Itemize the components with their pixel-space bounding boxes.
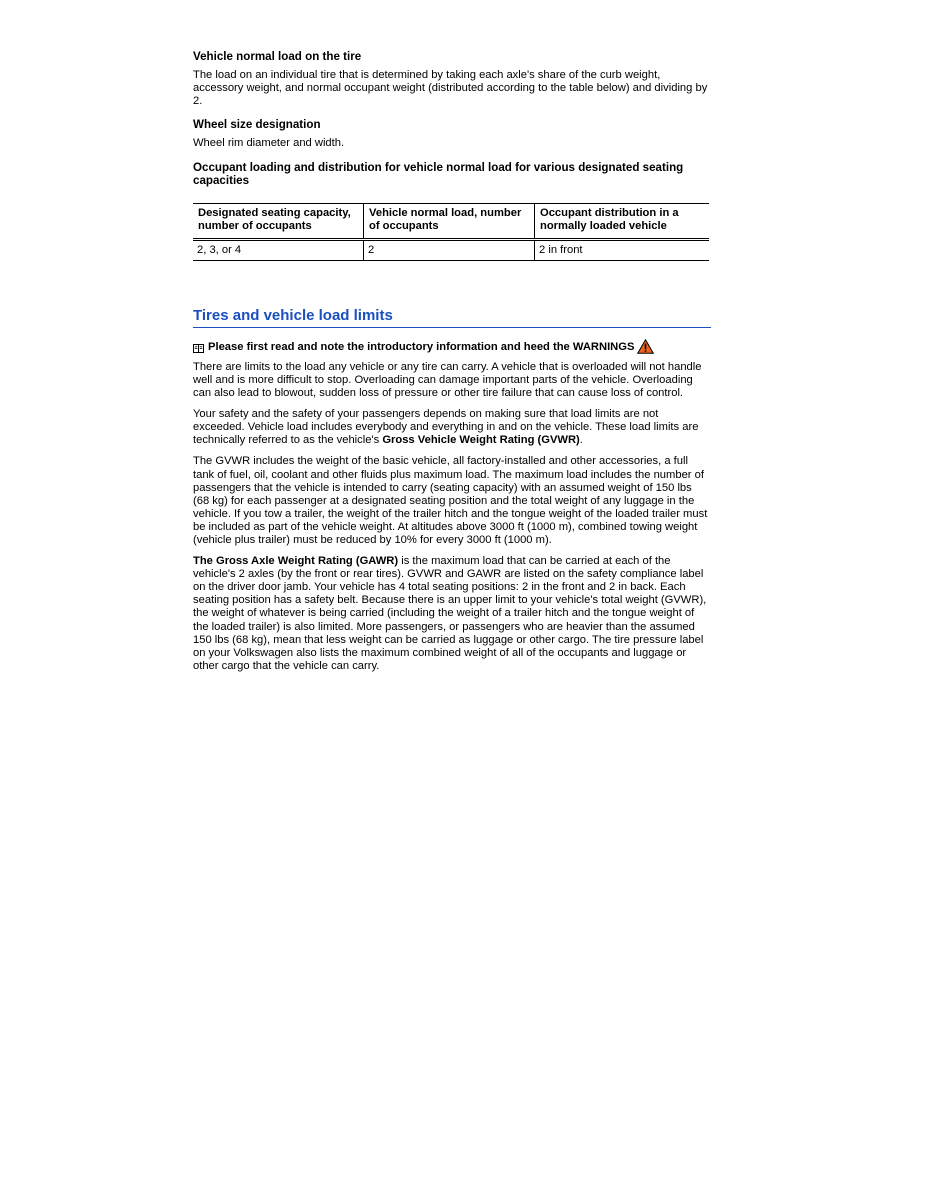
manual-page [193,50,711,681]
intro-notice [193,339,711,354]
table-header-cell: Designated seating capacity, number of occupants [193,203,364,239]
term-heading: Wheel size designation [193,118,321,132]
term-text: The load on an individual tire that is determined by taking each axle's share of the curb weight, accessory weight, and normal occupant weight (distributed according to the table below) and dividing by 2. [193,69,708,108]
paragraph-gvwr-details: The GVWR includes the weight of the basic vehicle, all factory-installed and other accessories, a full tank of fuel, oil, coolant and other fluids plus maximum load. The maximum load includes the number of passengers that the vehicle is intended to carry (seating capacity) with an assumed weight of 150 lbs (68 kg) for each passenger at a designated seating position and the total weight of any luggage in the vehicle. If you tow a trailer, the weight of the trailer hitch and the tongue weight of the loaded trailer must be included as part of the vehicle weight. At altitudes above 3000 ft (1000 m), combined towing weight (vehicle plus trailer) must be reduced by 10% for every 3000 ft (1000 m). [193,455,708,546]
gvwr-term: Gross Vehicle Weight Rating (GVWR) [382,434,580,447]
term-heading: Vehicle normal load on the tire [193,50,362,63]
paragraph-load-limits: There are limits to the load any vehicle or any tire can carry. A vehicle that is overloaded will not handle well and is more difficult to stop. Overloading can damage important parts of the vehicle. Overloading can also lead to blowout, sudden loss of pressure or other tire failure that can cause loss of control. [193,360,702,400]
paragraph-gvwr-intro [193,408,711,447]
term-text: Wheel rim diameter and width. [193,137,345,150]
section-title: Tires and vehicle load limits [193,307,711,328]
table-caption: Occupant loading and distribution for vehicle normal load for various designated seating capacities [193,160,684,187]
definition-normal-load [193,50,711,108]
table-header-cell: Occupant distribution in a normally loaded vehicle [535,203,710,239]
table-cell: 2 [364,239,535,260]
table-row [193,239,709,260]
table-cell: 2, 3, or 4 [193,239,364,260]
intro-text: Please first read and note the introductory information and heed the WARNINGS [208,340,635,353]
gawr-term: The Gross Axle Weight Rating (GAWR) [193,555,399,568]
table-header-row [193,203,709,239]
warning-triangle-icon [637,339,654,354]
definition-wheel-size [193,118,711,150]
book-icon [193,344,204,353]
occupant-loading-table [193,203,709,261]
table-cell: 2 in front [535,239,710,260]
table-header-cell: Vehicle normal load, number of occupants [364,203,535,239]
paragraph-text-end: . [579,434,583,447]
paragraph-text: is the maximum load that can be carried at each of the vehicle's 2 axles (by the front or rear tires). GVWR and GAWR are listed on the safety compliance label on the driver door jamb. Your vehicle has 4 total seating positions: 2 in the front and 2 in back. Each seating position has a safety belt. Because there is an upper limit to your vehicle's total weight (GVWR), the weight of whatever is being carried (including the weight of a trailer hitch and the tongue weight of the loaded trailer) is also limited. More passengers, or passengers who are heavier than the assumed 150 lbs (68 kg), mean that less weight can be carried as luggage or other cargo. The tire pressure label on your Volkswagen also lists the maximum combined weight of all of the occupants and luggage or other cargo that the vehicle can carry. [193,555,707,672]
paragraph-gawr [193,555,711,673]
paragraph-text: Your safety and the safety of your passengers depends on making sure that load limits are not exceeded. Vehicle load includes everybody and everything in and on the vehicle. These load limits are technically referred to as the vehicle's [193,408,699,447]
